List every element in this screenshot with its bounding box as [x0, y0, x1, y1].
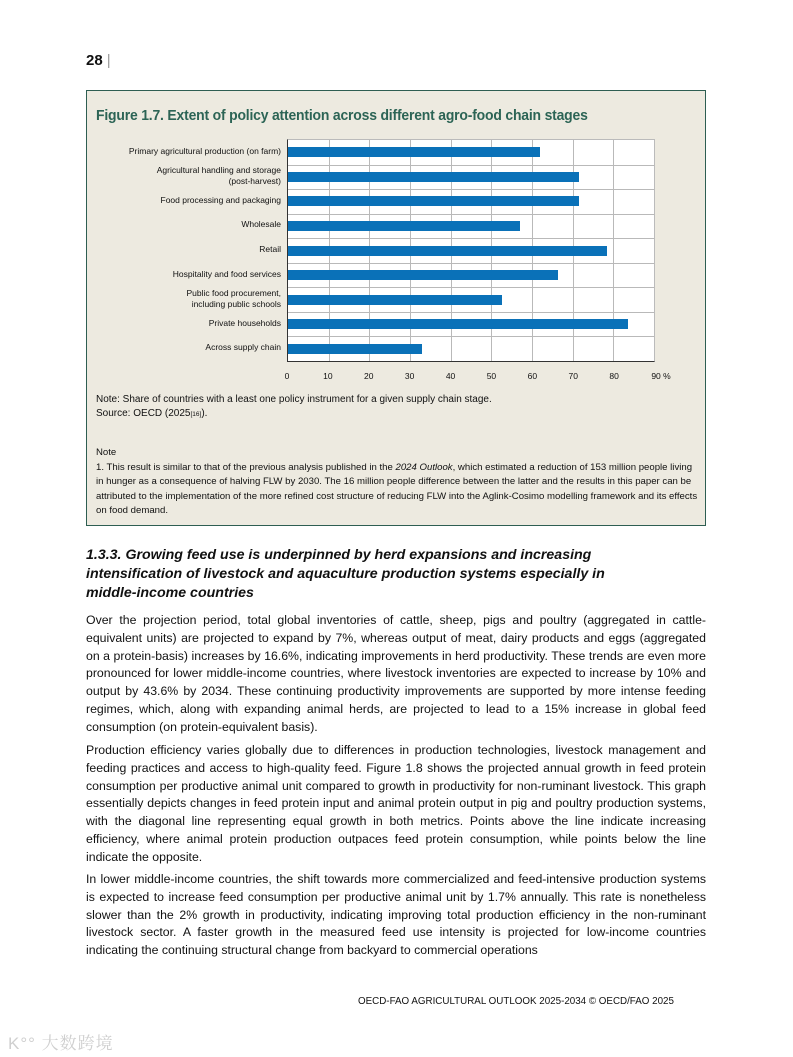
bar-4	[288, 221, 520, 231]
x-axis-tick-label: 80	[609, 371, 619, 381]
page-number-value: 28	[86, 52, 103, 69]
figure-box	[86, 90, 706, 526]
gridline-horizontal	[288, 287, 654, 288]
x-axis-tick-label: 0	[284, 371, 290, 381]
x-axis-tick-label: 10	[323, 371, 333, 381]
gridline-horizontal	[288, 336, 654, 337]
body-paragraph-2: Production efficiency varies globally due to differences in production technologies, livestock management and feeding practices and access to high-quality feed. Figure 1.8 shows the projected annual growth in feed protein consumption per productive animal unit compared to growth in productivity for non-ruminant livestock. This graph essentially depicts changes in feed protein input and animal protein output in pig and poultry production systems, with the diagonal line representing equal growth in both metrics. Points above the line indicate increasing efficiency, where animal protein production outpaces feed protein consumption, while points below the line indicate the opposite.	[86, 743, 706, 864]
section-heading: 1.3.3. Growing feed use is underpinned by herd expansions and increasing intensification of livestock and aquaculture production systems especially in middle-income countries	[86, 547, 605, 601]
gridline-horizontal	[288, 189, 654, 190]
source-suffix: ).	[201, 408, 208, 419]
bar-9	[288, 344, 422, 354]
figure-note-text: Note: Share of countries with a least one policy instrument for a given supply chain stage.	[96, 394, 492, 405]
gridline-horizontal	[288, 263, 654, 264]
bar-8	[288, 319, 628, 329]
page-footer: OECD-FAO AGRICULTURAL OUTLOOK 2025-2034 © OECD/FAO 2025	[358, 996, 674, 1007]
y-axis-label: Wholesale	[241, 219, 281, 230]
bar-1	[288, 147, 540, 157]
source-text: Source: OECD (2025	[96, 408, 191, 419]
source-reference-link[interactable]: [16]	[190, 411, 202, 418]
y-axis-label: Hospitality and food services	[172, 268, 281, 279]
bar-7	[288, 295, 502, 305]
figure-title: Figure 1.7. Extent of policy attention across different agro-food chain stages	[96, 107, 588, 124]
footnote-text	[96, 461, 698, 519]
x-axis-tick-label: 50	[486, 371, 497, 381]
figure-footnote	[96, 446, 698, 519]
bar-2	[288, 172, 579, 182]
y-axis-label: Across supply chain	[205, 342, 281, 353]
x-axis-tick-label: 90 %	[651, 371, 671, 381]
y-axis-label: Public food procurement, including public schools	[186, 287, 281, 309]
x-axis-tick-label: 40	[445, 371, 456, 381]
bar-6	[288, 270, 558, 280]
gridline-horizontal	[288, 238, 654, 239]
y-axis-label: Private households	[208, 317, 281, 328]
x-axis-tick-label: 30	[404, 371, 415, 381]
bar-chart-plot-area	[287, 139, 655, 362]
watermark-logo: K°° 大数跨境	[8, 1034, 114, 1053]
x-axis-tick-label: 70	[568, 371, 578, 381]
bar-5	[288, 246, 607, 256]
x-axis-tick-label: 20	[364, 371, 374, 381]
x-axis-tick-label: 60	[527, 371, 538, 381]
body-paragraph-1: Over the projection period, total global inventories of cattle, sheep, pigs and poultry (aggregated in cattle-equivalent units) are projected to expand by 7%, whereas output of meat, dairy products and eggs (aggregated on a protein-basis) increases by 16.6%, indicating improvements in herd productivity. These trends are even more pronounced for lower middle-income countries, where livestock inventories are expected to increase by 10% and output by 43.6% by 2034. These continuing productivity improvements are supported by more intense feeding regimes, which, along with expanding animal herds, are projected to lead to a 15% increase in global feed consumption (on protein-equivalent basis).	[86, 613, 706, 734]
page-number-separator: |	[106, 52, 111, 69]
body-paragraph-3: In lower middle-income countries, the shift towards more commercialized and feed-intensive production systems is expected to increase feed consumption per productive animal unit by 1.7% annually. This rate is nonetheless slower than the 2% growth in productivity, indicating improving total production efficiency in the non-ruminant livestock sector. A faster growth in the measured feed use intensity is projected for low-income countries indicating the continuing structural change from backyard to commercial operations	[86, 872, 706, 958]
footnote-heading: Note	[96, 447, 117, 458]
y-axis-label: Retail	[259, 244, 281, 254]
figure-note	[96, 393, 492, 422]
gridline-horizontal	[288, 214, 654, 215]
page-number	[86, 52, 111, 69]
gridline-horizontal	[288, 312, 654, 313]
bar-3	[288, 196, 579, 206]
figure-source	[96, 407, 492, 422]
gridline-horizontal	[288, 165, 654, 166]
footnote-text-part: , which estimated a reduction of 153 million people living in hunger as a consequence of halving FLW by 2030. The 16 million people difference between the latter and the results in this paper can be attributed to the implementation of the more refined cost structure of reducing FLW into the Aglink-Cosimo modelling framework and its effects on food demand.	[96, 461, 698, 516]
y-axis-label: Food processing and packaging	[160, 194, 281, 205]
y-axis-label: Primary agricultural production (on farm)	[128, 145, 281, 156]
footnote-italic-title: 2024 Outlook	[395, 461, 453, 473]
footnote-text-part: 1. This result is similar to that of the previous analysis published in the	[96, 461, 396, 473]
y-axis-label: Agricultural handling and storage (post-harvest)	[156, 164, 281, 186]
